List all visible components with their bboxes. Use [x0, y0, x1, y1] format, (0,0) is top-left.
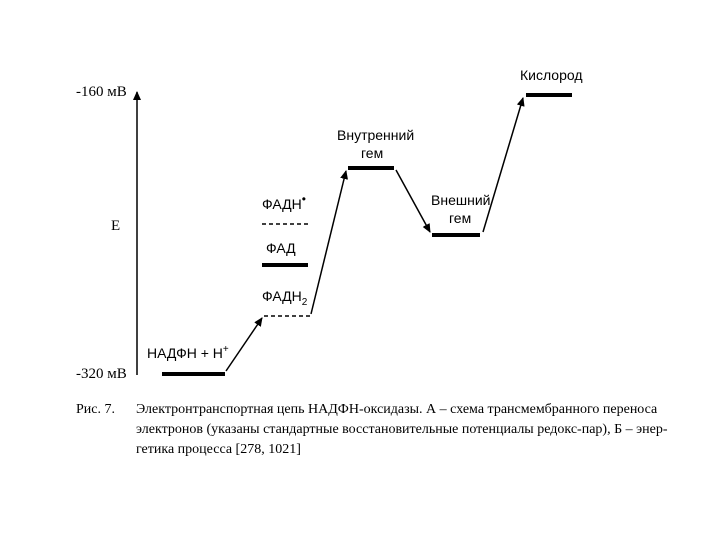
label-fadh2: $ФАДН_2$ — [262, 288, 308, 308]
axis-bottom-label: -320 мВ — [76, 366, 127, 382]
caption-line-2: электронов (указаны стандартные восстановительные потенциалы редокс-пар), Б – энер- — [136, 422, 668, 437]
figure-caption — [76, 400, 668, 460]
caption-line-1: Электронтранспортная цепь НАДФН-оксидазы. А – схема трансмембранного переноса — [136, 402, 658, 417]
label-inner-heme-line1: Внутренний — [337, 127, 415, 143]
caption-line-3: гетика процесса [278, 1021] — [136, 442, 301, 457]
arrow-inner-to-outer-heme — [396, 170, 430, 232]
label-fad: ФАД — [266, 240, 296, 256]
arrow-nadph-to-fadh2 — [226, 318, 262, 371]
label-outer-heme-line2: гем — [449, 210, 472, 226]
caption-figure-number: Рис. 7. — [76, 402, 115, 417]
label-fadh-radical: ФАДН• — [262, 192, 306, 212]
label-nadph: НАДФН + Н+ — [147, 344, 229, 361]
label-oxygen: Кислород — [520, 67, 583, 83]
arrow-fadh2-to-inner-heme — [311, 171, 346, 314]
axis-top-label: -160 мВ — [76, 84, 127, 100]
axis-energy-label: E — [111, 218, 121, 234]
label-inner-heme-line2: гем — [361, 145, 384, 161]
label-outer-heme-line1: Внешний — [431, 192, 491, 208]
arrow-outer-heme-to-oxygen — [483, 98, 523, 232]
